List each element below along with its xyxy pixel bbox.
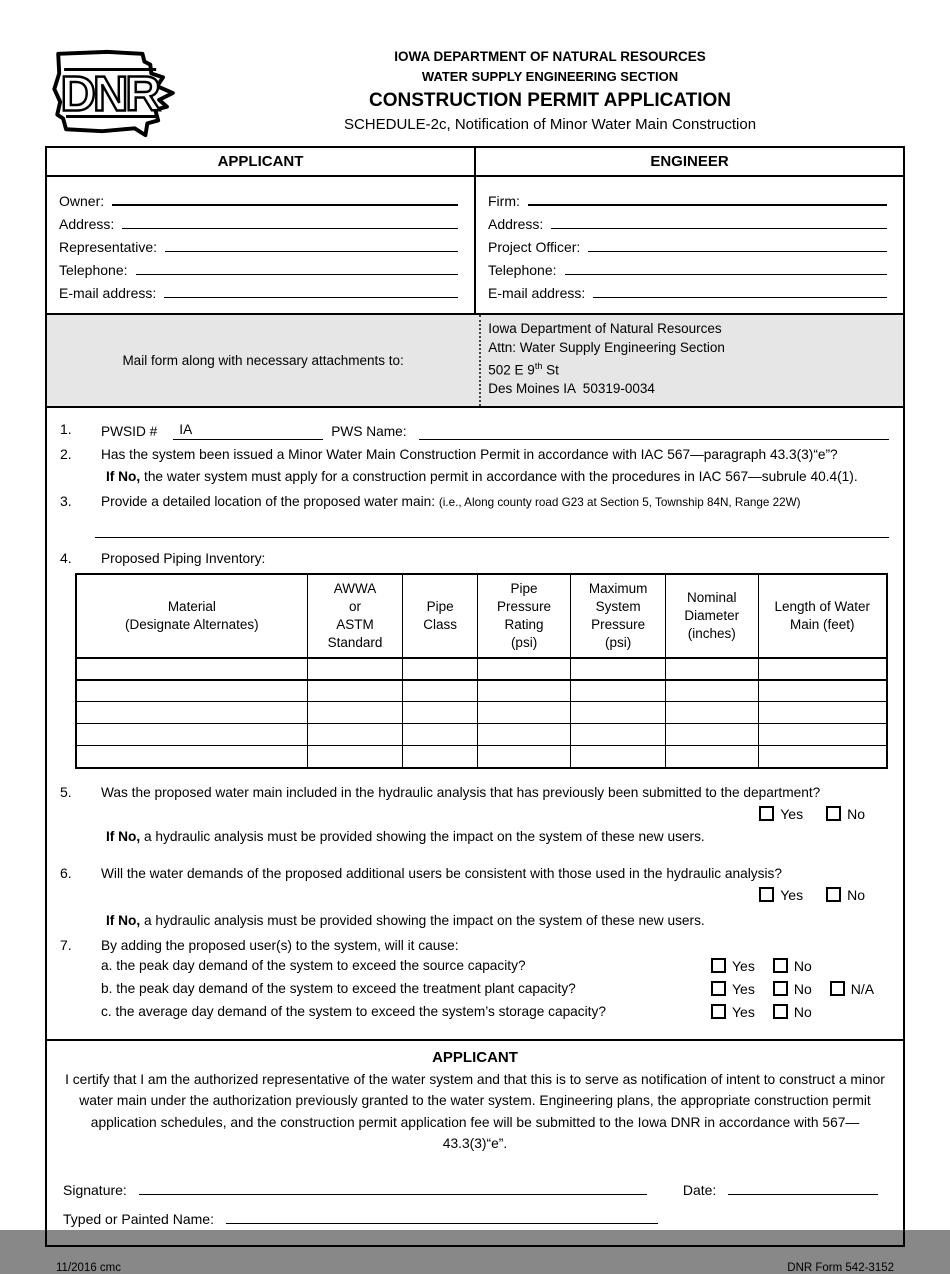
form-header [45,46,905,142]
piping-table-body [76,658,887,768]
q6-yes-checkbox[interactable] [759,887,774,902]
question-7c [101,1004,889,1020]
q7b-no-checkbox[interactable] [773,981,788,996]
piping-cell[interactable] [403,702,478,724]
q7a-yes-checkbox[interactable] [711,958,726,973]
piping-cell[interactable] [403,724,478,746]
engineer-address-input-line[interactable] [551,228,887,229]
representative-label: Representative: [59,239,158,255]
question-6: 6. Will the water demands of the proposed additional users be consistent with those used in the hydraulic analysis? Yes No If No, a hydraulic analysis must be provided showing the impact on the system of these new users. [57,864,889,936]
piping-inventory-table [75,573,888,769]
q7b-na-checkbox[interactable] [830,981,845,996]
q7b-no-option[interactable]: No [773,981,812,997]
section-name: WATER SUPPLY ENGINEERING SECTION [421,69,679,84]
piping-cell[interactable] [571,746,666,768]
date-input-line[interactable] [728,1194,878,1195]
piping-cell[interactable] [403,658,478,680]
signature-input-line[interactable] [139,1194,647,1195]
applicant-address-input-line[interactable] [122,228,458,229]
engineer-email-label: E-mail address: [488,285,586,301]
q7c-no-option[interactable]: No [773,1004,812,1020]
col-nominal-diameter: Nominal Diameter (inches) [666,574,758,658]
piping-cell[interactable] [758,746,887,768]
piping-row [76,680,887,702]
piping-row [76,746,887,768]
piping-cell[interactable] [758,724,887,746]
q7b-yes-checkbox[interactable] [711,981,726,996]
piping-row [76,658,887,680]
piping-cell[interactable] [571,658,666,680]
form-subtitle: SCHEDULE-2c, Notification of Minor Water Main Construction [343,116,757,133]
piping-cell[interactable] [307,680,403,702]
question-7b [101,981,889,997]
applicant-telephone-input-line[interactable] [136,274,458,275]
col-awwa-astm: AWWA or ASTM Standard [307,574,403,658]
certification-section [45,1039,905,1247]
col-max-system-pressure: Maximum System Pressure (psi) [571,574,666,658]
engineer-fields [476,177,903,313]
q5-yes-option[interactable]: Yes [759,806,803,822]
piping-cell[interactable] [307,702,403,724]
q6-no-option[interactable]: No [826,887,865,903]
question-7c-text: c. the average day demand of the system to exceed the system’s storage capacity? [101,1004,606,1019]
typed-name-input-line[interactable] [226,1223,658,1224]
q6-yes-option[interactable]: Yes [759,887,803,903]
project-officer-label: Project Officer: [488,239,581,255]
mail-instruction-label: Mail form along with necessary attachments to: [122,352,404,368]
piping-cell[interactable] [477,658,570,680]
title-block [195,46,905,135]
piping-cell[interactable] [666,746,758,768]
mail-address-block [479,315,903,406]
mail-address-line-3: 502 E 9th St [488,361,559,378]
q7a-no-checkbox[interactable] [773,958,788,973]
certification-text: I certify that I am the authorized representative of the water system and that this is to serve as notification of intent to construct a minor water main under the authorization previously granted to the water system. Engineering plans, the appropriate construction permit application schedules, and the construction permit application fee will be submitted to the Iowa DNR in accordance with 567—43.3(3)“e”. [65,1071,885,1151]
signature-label: Signature: [63,1181,127,1198]
question-4: 4. Proposed Piping Inventory: [57,549,889,568]
piping-cell[interactable] [477,702,570,724]
applicant-fields [47,177,476,313]
q5-no-checkbox[interactable] [826,806,841,821]
piping-cell[interactable] [666,680,758,702]
col-pressure-rating: Pipe Pressure Rating (psi) [477,574,570,658]
applicant-address-label: Address: [59,216,115,232]
contact-section [45,146,905,315]
form-title: CONSTRUCTION PERMIT APPLICATION [368,90,732,111]
q7c-no-checkbox[interactable] [773,1004,788,1019]
mail-address-line-4: Des Moines IA 50319-0034 [488,381,655,396]
q5-yes-checkbox[interactable] [759,806,774,821]
pws-name-input-line[interactable] [419,439,889,440]
piping-row [76,724,887,746]
piping-cell[interactable] [758,658,887,680]
q7b-na-option[interactable]: N/A [830,981,874,997]
pwsid-prefix: IA [179,421,193,437]
engineer-column-header: ENGINEER [650,153,729,170]
typed-name-row [63,1211,887,1227]
piping-cell[interactable] [307,724,403,746]
piping-cell[interactable] [477,680,570,702]
piping-row [76,702,887,724]
project-officer-input-line[interactable] [588,251,887,252]
mail-address-line-2: Attn: Water Supply Engineering Section [488,339,725,355]
agency-name: IOWA DEPARTMENT OF NATURAL RESOURCES [394,49,706,64]
question-5-note: If No, a hydraulic analysis must be provided showing the impact on the system of these new users. [106,828,705,844]
certification-header: APPLICANT [432,1048,518,1066]
firm-label: Firm: [488,193,520,209]
applicant-email-label: E-mail address: [59,285,157,301]
piping-cell[interactable] [403,746,478,768]
questions-section [45,406,905,1041]
dnr-logo [48,46,186,142]
signature-row [63,1182,887,1198]
mail-address-line-1: Iowa Department of Natural Resources [488,321,722,336]
question-7a [101,958,889,974]
question-7a-text: a. the peak day demand of the system to exceed the source capacity? [101,958,526,973]
q7a-yes-option[interactable]: Yes [711,958,755,974]
pwsid-input-line[interactable] [173,420,323,440]
piping-cell[interactable] [571,724,666,746]
question-6-text: Will the water demands of the proposed additional users be consistent with those used in the hydraulic analysis? [101,865,782,881]
piping-cell[interactable] [477,746,570,768]
question-3-text: Provide a detailed location of the proposed water main: [101,493,439,509]
question-3: 3. Provide a detailed location of the proposed water main: (i.e., Along county road G23 at Section 5, Township 84N, Range 22W) [60,492,801,509]
applicant-email-input-line[interactable] [164,297,458,298]
question-6-note: If No, a hydraulic analysis must be provided showing the impact on the system of these new users. [106,912,705,928]
piping-header-row [76,574,887,658]
question-7-text: By adding the proposed user(s) to the system, will it cause: [101,937,459,953]
piping-cell[interactable] [307,746,403,768]
question-4-text: Proposed Piping Inventory: [101,550,266,566]
typed-name-label: Typed or Painted Name: [63,1210,214,1227]
question-7b-text: b. the peak day demand of the system to exceed the treatment plant capacity? [101,981,576,996]
piping-cell[interactable] [76,680,307,702]
revision-note: 11/2016 cmc [56,1261,121,1274]
question-5: 5. Was the proposed water main included in the hydraulic analysis that has previously been submitted to the department? Yes No If No, a hydraulic analysis must be provided showing the impact on the system of these new users. [57,783,889,852]
col-material: Material (Designate Alternates) [76,574,307,658]
owner-input-line[interactable] [112,204,458,206]
firm-input-line[interactable] [528,204,887,206]
applicant-column-header: APPLICANT [47,148,476,175]
question-2-text: Has the system been issued a Minor Water Main Construction Permit in accordance with IAC 567—paragraph 43.3(3)“e”? [101,446,838,462]
representative-input-line[interactable] [165,251,458,252]
owner-label: Owner: [59,193,105,209]
q5-no-option[interactable]: No [826,806,865,822]
piping-cell[interactable] [571,680,666,702]
question-5-answers [57,806,889,822]
piping-cell[interactable] [758,680,887,702]
pwsid-label: PWSID # [101,423,158,439]
pws-name-label: PWS Name: [331,423,407,439]
piping-cell[interactable] [307,658,403,680]
form-number: DNR Form 542-3152 [787,1261,894,1274]
question-3-hint: (i.e., Along county road G23 at Section 5, Township 84N, Range 22W) [438,495,801,509]
q6-no-checkbox[interactable] [826,887,841,902]
q7c-yes-checkbox[interactable] [711,1004,726,1019]
mail-instructions-band [45,313,905,408]
question-7: 7. By adding the proposed user(s) to the system, will it cause: a. the peak day demand of the system to exceed the source capacity? Yes No b. the peak day demand of the system to exceed the treatment plant capacity? Yes No N/A c. the average day demand of the system to exceed the system’s storage capacity? Yes No [57,936,889,1020]
question-1: 1. PWSID # IA PWS Name: [57,420,889,441]
question-6-answers [57,887,889,903]
engineer-address-label: Address: [488,216,544,232]
piping-cell[interactable] [403,680,478,702]
piping-cell[interactable] [666,658,758,680]
engineer-telephone-label: Telephone: [488,262,557,278]
applicant-telephone-label: Telephone: [59,262,128,278]
piping-cell[interactable] [76,724,307,746]
question-5-text: Was the proposed water main included in the hydraulic analysis that has previously been submitted to the department? [101,784,821,800]
svg-text:DNR: DNR [60,67,158,122]
engineer-telephone-input-line[interactable] [565,274,887,275]
piping-cell[interactable] [666,724,758,746]
piping-cell[interactable] [571,702,666,724]
location-input-line[interactable] [95,537,889,538]
q7a-no-option[interactable]: No [773,958,812,974]
iowa-dnr-logo-icon [48,46,186,142]
piping-cell[interactable] [76,746,307,768]
form-footer [45,1262,905,1274]
question-2: 2. Has the system been issued a Minor Water Main Construction Permit in accordance with IAC 567—paragraph 43.3(3)“e”? If No, the water system must apply for a construction permit in accordance with the procedures in IAC 567—subrule 40.4(1). [57,445,889,492]
piping-cell[interactable] [477,724,570,746]
piping-cell[interactable] [666,702,758,724]
col-pipe-class: Pipe Class [403,574,478,658]
piping-cell[interactable] [76,702,307,724]
piping-cell[interactable] [76,658,307,680]
date-label: Date: [682,1181,717,1198]
piping-cell[interactable] [758,702,887,724]
engineer-email-input-line[interactable] [593,297,887,298]
question-2-note: If No, the water system must apply for a construction permit in accordance with the procedures in IAC 567—subrule 40.4(1). [106,468,858,484]
q7c-yes-option[interactable]: Yes [711,1004,755,1020]
col-length: Length of Water Main (feet) [758,574,887,658]
q7b-yes-option[interactable]: Yes [711,981,755,997]
